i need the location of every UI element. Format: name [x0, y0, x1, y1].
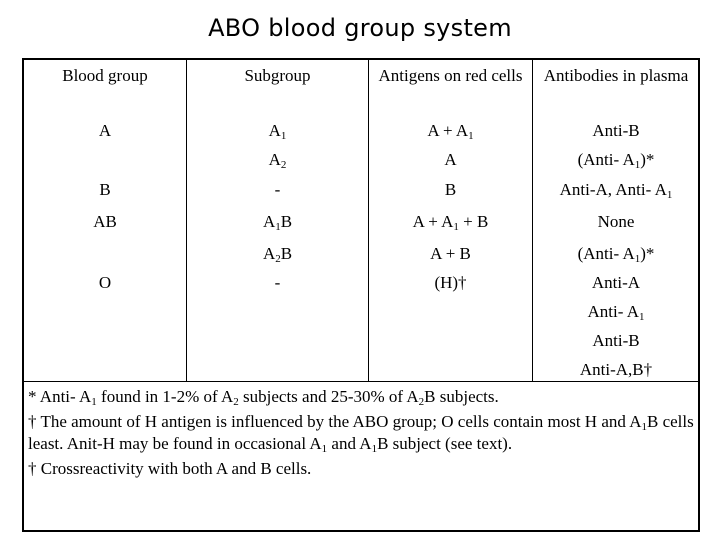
- footnote-anti-a1: * Anti- $A_1$ found in 1-2% of $A_2$ subjects and 25-30% of $A_2B$ subjects.: [28, 387, 499, 408]
- antigens-cell: B: [444, 180, 457, 199]
- subgroup-cell: $A_1$: [268, 121, 287, 142]
- antigens-cell: $A + A_1 + B$: [412, 212, 489, 233]
- table-footer-divider: [22, 381, 700, 382]
- footnote-crossreactivity: † Crossreactivity with both A and B cells.: [28, 459, 312, 478]
- antigens-cell: A: [444, 150, 457, 169]
- header-antigens: Antigens on red cells: [378, 66, 523, 85]
- antibodies-cell: Anti- $A_1$: [587, 302, 645, 323]
- antibodies-cell: Anti-A: [591, 273, 641, 292]
- header-subgroup: Subgroup: [244, 66, 311, 85]
- subgroup-cell: $A_2B$: [262, 244, 293, 265]
- subgroup-cell: $A_1B$: [262, 212, 293, 233]
- antibodies-cell: Anti-A, Anti- $A_1$: [559, 180, 673, 201]
- antibodies-cell: (Anti- $A_1)*$: [577, 244, 655, 265]
- antigens-cell: $A + A_1$: [427, 121, 474, 142]
- header-antibodies: Antibodies in plasma: [543, 66, 689, 85]
- blood-group-cell: A: [98, 121, 112, 140]
- antibodies-cell: Anti-B: [592, 121, 640, 140]
- blood-group-cell: O: [98, 273, 112, 292]
- header-blood-group: Blood group: [62, 66, 148, 85]
- footnotes: [28, 386, 694, 480]
- subgroup-cell: -: [274, 273, 281, 292]
- subgroup-cell: -: [274, 180, 281, 199]
- antibodies-cell: Anti-B: [592, 331, 640, 350]
- antibodies-cell: (Anti- $A_1)*$: [577, 150, 655, 171]
- page-title: ABO blood group system: [208, 14, 512, 42]
- footnote-h-antigen: † The amount of H antigen is influenced by the ABO group; O cells contain most H and $A_1B$ cells least. Anit-H may be found in occasional $A_1$ and $A_1B$ subject (see text).: [28, 412, 694, 455]
- blood-group-cell: AB: [93, 212, 117, 231]
- blood-group-cell: B: [99, 180, 111, 199]
- antibodies-cell: Anti-A,B†: [579, 360, 653, 379]
- antigens-cell: A + B: [430, 244, 471, 263]
- antigens-cell: (H)†: [434, 273, 467, 292]
- antibodies-cell: None: [597, 212, 635, 231]
- subgroup-cell: $A_2$: [268, 150, 287, 171]
